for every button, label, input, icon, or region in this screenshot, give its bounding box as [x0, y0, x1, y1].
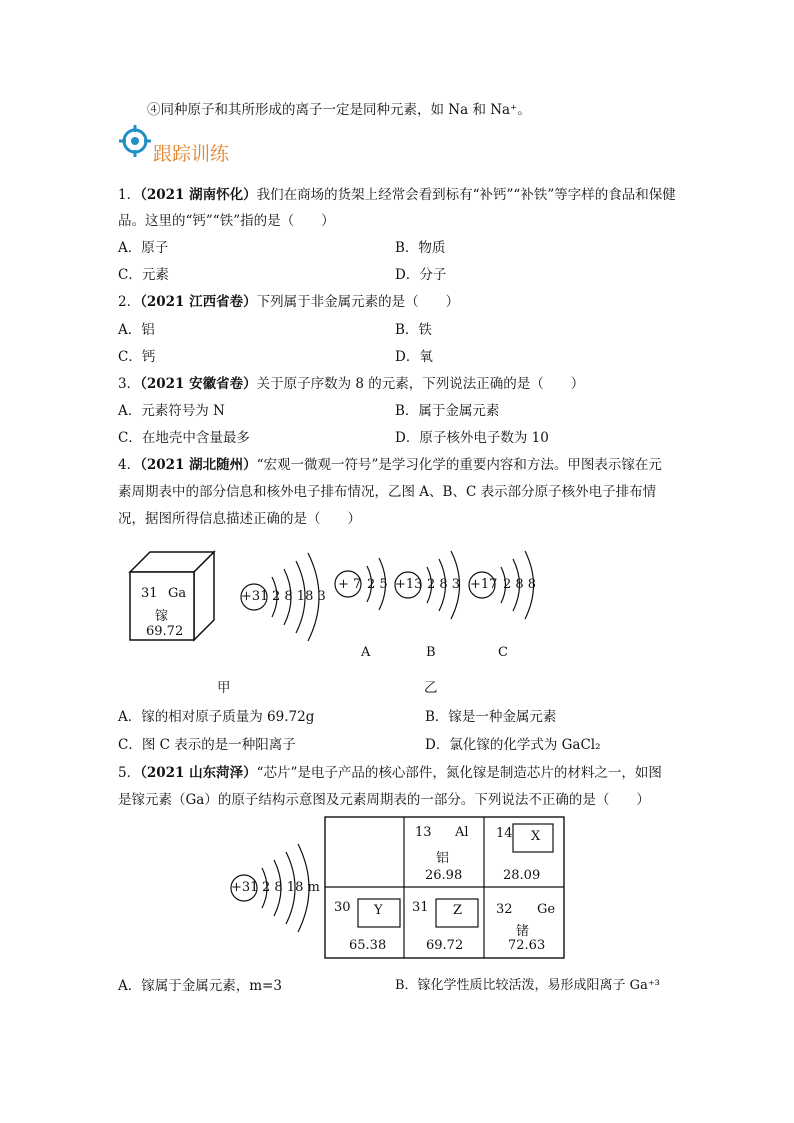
q4-atom-b-nucleus: +13 — [395, 577, 423, 592]
q4-ga-shells: 2 8 18 3 — [272, 589, 326, 604]
q4-cube-symbol: Ga — [168, 586, 187, 601]
q1-option-c: C．元素 — [118, 267, 169, 283]
q5-ge-symbol: Ge — [537, 902, 556, 917]
q5-z-symbol: Z — [453, 903, 463, 918]
q5-z-mass: 69.72 — [426, 938, 464, 953]
q5-y-symbol: Y — [374, 903, 383, 918]
q4-cube-name: 镓 — [155, 609, 169, 624]
q4-caption-yi: 乙 — [424, 680, 438, 696]
q5-al-name: 铝 — [436, 851, 450, 866]
target-icon — [118, 124, 152, 158]
q5-option-b: B．镓化学性质比较活泼，易形成阳离子 Ga⁺³ — [395, 978, 660, 993]
q3-option-a: A．元素符号为 N — [118, 403, 225, 419]
q4-option-b: B．镓是一种金属元素 — [425, 709, 557, 725]
q4-atom-b-shells: 2 8 3 — [427, 577, 461, 592]
q5-option-a: A．镓属于金属元素，m=3 — [118, 978, 282, 994]
q2-option-c: C．钙 — [118, 349, 156, 365]
q4-cube-mass: 69.72 — [146, 624, 184, 639]
q5-x-number: 14 — [496, 826, 513, 841]
q5-ge-name: 锗 — [516, 924, 530, 939]
q5-line2: 是镓元素（Ga）的原子结构示意图及元素周期表的一部分。下列说法不正确的是（ ） — [118, 792, 650, 808]
q4-atom-c-label: C — [498, 645, 508, 660]
q4-atom-a-label: A — [361, 645, 371, 660]
q5-y-number: 30 — [334, 900, 351, 915]
q4-option-c: C．图 C 表示的是一种阳离子 — [118, 737, 296, 753]
q3-option-c: C．在地壳中含量最多 — [118, 430, 250, 446]
q4-caption-jia: 甲 — [217, 680, 231, 696]
q5-z-number: 31 — [412, 900, 429, 915]
q5-al-mass: 26.98 — [425, 868, 463, 883]
q3-line1: 3．（2021 安徽省卷）关于原子序数为 8 的元素，下列说法正确的是（ ） — [118, 376, 585, 392]
q4-atom-c-nucleus: +17 — [470, 577, 498, 592]
section-title: 跟踪训练 — [153, 143, 230, 165]
q5-al-symbol: Al — [455, 825, 469, 840]
q5-line1: 5．（2021 山东菏泽）“芯片”是电子产品的核心部件，氮化镓是制造芯片的材料之一，如图 — [118, 765, 662, 781]
q2-option-d: D．氧 — [395, 349, 433, 365]
q1-line2: 品。这里的“钙”“铁”指的是（ ） — [118, 213, 335, 229]
q5-atom-shells: 2 8 18 m — [262, 880, 320, 895]
q4-line3: 况，据图所得信息描述正确的是（ ） — [118, 511, 361, 527]
q5-x-symbol: X — [531, 829, 541, 844]
q4-atom-c-shells: 2 8 8 — [503, 577, 537, 592]
q5-x-mass: 28.09 — [503, 868, 541, 883]
q4-option-d: D．氯化镓的化学式为 GaCl₂ — [425, 737, 601, 753]
q4-atom-a-shells: 2 5 — [367, 577, 388, 592]
q4-cube-number: 31 — [141, 586, 158, 601]
q4-ga-nucleus: +31 — [241, 589, 269, 604]
q3-option-d: D．原子核外电子数为 10 — [395, 430, 549, 446]
q2-option-a: A．铝 — [118, 322, 155, 338]
intro-line: ④同种原子和其所形成的离子一定是同种元素，如 Na 和 Na⁺。 — [147, 102, 531, 118]
q2-line1: 2．（2021 江西省卷）下列属于非金属元素的是（ ） — [118, 294, 460, 310]
q4-atom-a-nucleus: + 7 — [338, 577, 362, 592]
q5-al-number: 13 — [415, 825, 432, 840]
q4-line1: 4．（2021 湖北随州）“宏观一微观一符号”是学习化学的重要内容和方法。甲图表示镓在元 — [118, 457, 662, 473]
q4-option-a: A．镓的相对原子质量为 69.72g — [118, 709, 315, 725]
q5-atom-nucleus: +31 — [231, 880, 259, 895]
q1-option-d: D．分子 — [395, 267, 447, 283]
q4-atom-b-label: B — [426, 645, 436, 660]
q1-option-b: B．物质 — [395, 240, 446, 256]
q5-ge-number: 32 — [496, 902, 513, 917]
q5-ge-mass: 72.63 — [508, 938, 546, 953]
q3-option-b: B．属于金属元素 — [395, 403, 500, 419]
q1-option-a: A．原子 — [118, 240, 169, 256]
q1-line1: 1．（2021 湖南怀化）我们在商场的货架上经常会看到标有“补钙”“补铁”等字样的食品和保健 — [118, 187, 676, 203]
q4-line2: 素周期表中的部分信息和核外电子排布情况，乙图 A、B、C 表示部分原子核外电子排布情 — [118, 484, 657, 500]
q5-y-mass: 65.38 — [349, 938, 387, 953]
q2-option-b: B．铁 — [395, 322, 432, 338]
